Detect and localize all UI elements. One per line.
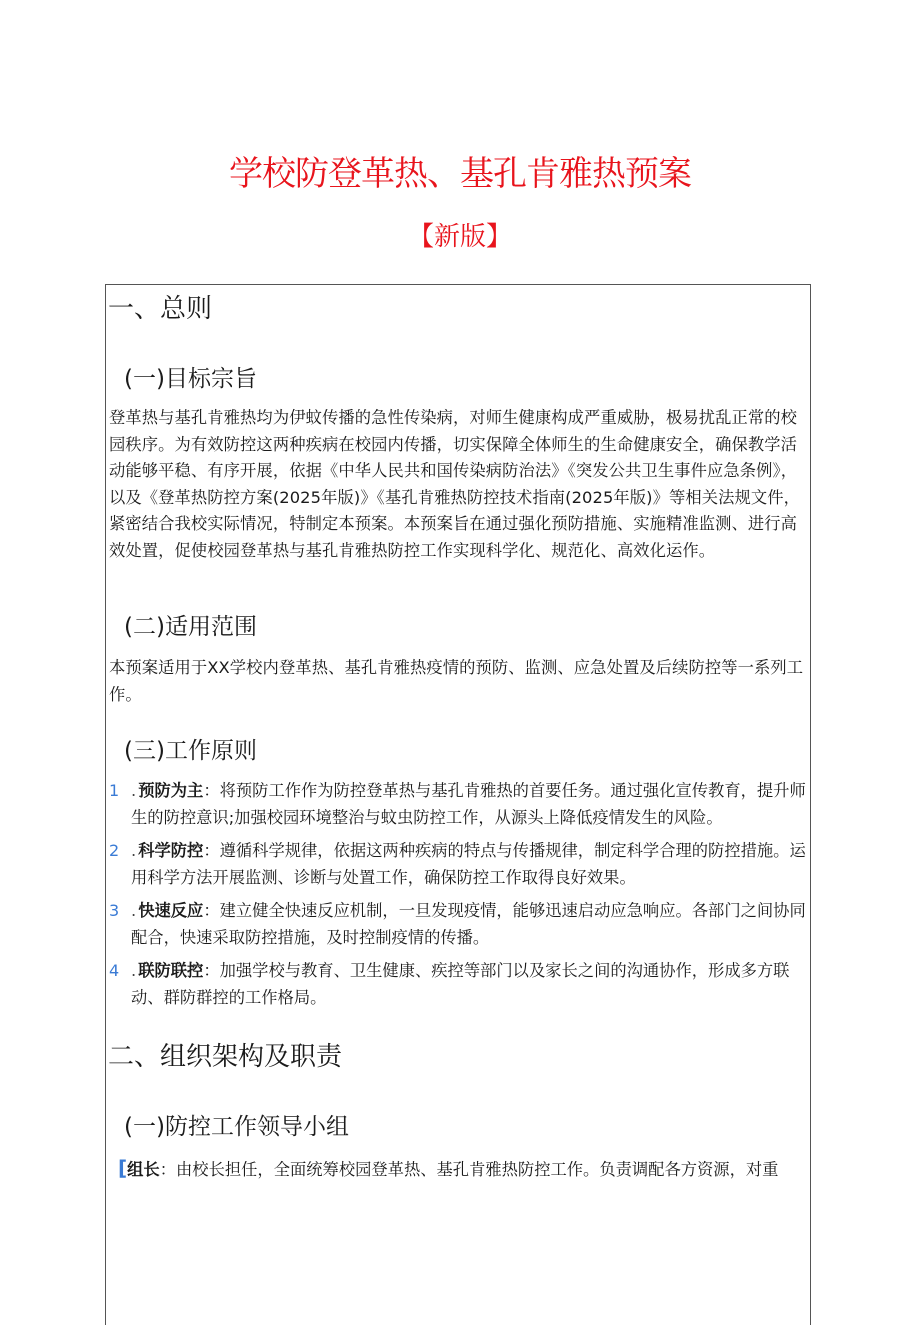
principle-text: ：遵循科学规律，依据这两种疾病的特点与传播规律，制定科学合理的防控措施。运用科学方法开展监测、诊断与处置工作，确保防控工作取得良好效果。 [131,841,806,887]
content-frame [105,284,811,1325]
section-1-2-body: 本预案适用于XX学校内登革热、基孔肯雅热疫情的预防、监测、应急处置及后续防控等一系列工作。 [109,658,804,704]
section-2-1-heading: (一)防控工作领导小组 [124,1114,349,1140]
principle-text: ：将预防工作作为防控登革热与基孔肯雅热的首要任务。通过强化宣传教育，提升师生的防控意识;加强校园环境整治与蚊虫防控工作，从源头上降低疫情发生的风险。 [131,781,806,827]
principle-label: 快速反应 [138,901,204,920]
principle-label: 预防为主 [138,781,204,800]
principle-text: ：建立健全快速反应机制，一旦发现疫情，能够迅速启动应急响应。各部门之间协同配合，快速采取防控措施，及时控制疫情的传播。 [131,901,806,947]
principle-number: 1 [109,781,120,800]
list-marker: [ [118,1156,128,1180]
section-2-heading: 二、组织架构及职责 [108,1042,343,1072]
principle-item: 4 . 联防联控：加强学校与教育、卫生健康、疾控等部门以及家长之间的沟通协作，形成多方联动、群防群控的工作格局。 [109,958,809,1011]
document-title: 学校防登革热、基孔肯雅热预案 [229,154,691,194]
principle-text: ：加强学校与教育、卫生健康、疾控等部门以及家长之间的沟通协作，形成多方联动、群防群控的工作格局。 [131,961,790,1007]
principle-label: 联防联控 [138,961,204,980]
leader-row [118,1155,811,1184]
principle-item: 3 . 快速反应：建立健全快速反应机制，一旦发现疫情，能够迅速启动应急响应。各部门之间协同配合，快速采取防控措施，及时控制疫情的传播。 [109,898,809,951]
principle-number: 2 [109,841,120,860]
section-1-heading: 一、总则 [108,294,213,324]
principle-number: 4 [109,961,120,980]
document-subtitle: 【新版】 [407,222,512,252]
section-1-3-heading: (三)工作原则 [124,738,257,764]
section-1-2-heading: (二)适用范围 [124,614,257,640]
section-1-1-body: 登革热与基孔肯雅热均为伊蚊传播的急性传染病，对师生健康构成严重威胁，极易扰乱正常的校园秩序。为有效防控这两种疾病在校园内传播，切实保障全体师生的生命健康安全，确保教学活动能够平稳、有序开展，依据《中华人民共和国传染病防治法》《突发公共卫生事件应急条例》，以及《登革热防控方案(2025年版)》《基孔肯雅热防控技术指南(2025年版)》等相关法规文件，紧密结合我校实际情况，特制定本预案。本预案旨在通过强化预防措施、实施精准监测、进行高效处置，促使校园登革热与基孔肯雅热防控工作实现科学化、规范化、高效化运作。 [109,408,801,560]
leader-label: 组长 [127,1160,160,1179]
principle-item: 1 . 预防为主：将预防工作作为防控登革热与基孔肯雅热的首要任务。通过强化宣传教育，提升师生的防控意识;加强校园环境整治与蚊虫防控工作，从源头上降低疫情发生的风险。 [109,778,809,831]
section-1-1-heading: (一)目标宗旨 [124,366,257,392]
principle-number: 3 [109,901,120,920]
principle-label: 科学防控 [138,841,204,860]
leader-text: ：由校长担任，全面统筹校园登革热、基孔肯雅热防控工作。负责调配各方资源，对重 [159,1160,779,1179]
principle-item: 2 . 科学防控：遵循科学规律，依据这两种疾病的特点与传播规律，制定科学合理的防控措施。运用科学方法开展监测、诊断与处置工作，确保防控工作取得良好效果。 [109,838,809,891]
